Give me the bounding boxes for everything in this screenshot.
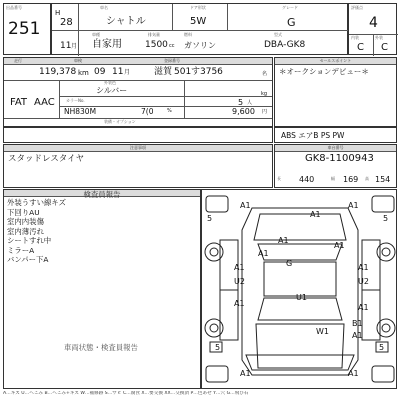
car-diagram bbox=[201, 189, 397, 389]
chassis-box: 車台番号 GK8-1100943 長 440 幅 169 高 154 bbox=[274, 144, 397, 188]
damage-mark: 5 bbox=[207, 214, 213, 223]
grade: G bbox=[287, 16, 296, 29]
lot-number-box bbox=[3, 3, 51, 55]
equipment-left-box bbox=[3, 127, 273, 143]
header-box: 車名 ドア形状 グレード H 28 シャトル 5W G 11 月 車種 自家用 排気量 1500 cc 燃料 ガソリン 型式 DBA-GK8 bbox=[51, 3, 348, 55]
equipment-items: ABS エアB PS PW bbox=[281, 131, 345, 140]
inspection-year: 09 bbox=[94, 67, 106, 77]
month-unit: 月 bbox=[71, 43, 78, 50]
footer-legend-text: A…キズ U…へこみ B…へこみ+キズ W…補修跡 S…サビ C…腐食 X…要交換 XX…交換済 P…色あせ Y…穴 G…飛び石 bbox=[3, 391, 249, 396]
special-notes-text: スタッドレスタイヤ bbox=[8, 154, 85, 164]
color-no-label: カラーNo. bbox=[66, 98, 85, 103]
inspection-unit: 月 bbox=[124, 69, 131, 76]
inspector-note: ミラーA bbox=[7, 245, 35, 255]
capacity-unit: 人 bbox=[247, 100, 253, 106]
chassis-number: GK8-1100943 bbox=[305, 153, 374, 164]
lot-number-label: 出品番号 bbox=[6, 5, 22, 10]
damage-mark: 5 bbox=[215, 343, 221, 352]
damage-mark: A1 bbox=[240, 369, 251, 378]
load-unit: kg bbox=[261, 91, 268, 97]
damage-mark: A1 bbox=[234, 299, 245, 308]
damage-mark: U1 bbox=[296, 293, 307, 302]
damage-mark: 5 bbox=[383, 214, 389, 223]
score: 4 bbox=[369, 15, 378, 31]
inspector-note: 室内内装傷 bbox=[7, 217, 44, 226]
inspection-month: 11 bbox=[112, 67, 124, 77]
special-notes-box: 注意事項 スタッドレスタイヤ bbox=[3, 144, 273, 188]
aircon: AAC bbox=[34, 97, 55, 108]
car-outline-icon bbox=[202, 190, 398, 390]
color-no: NH830M bbox=[64, 107, 97, 116]
damage-mark: A1 bbox=[310, 210, 321, 219]
seats-unit: 名 bbox=[262, 71, 268, 77]
cc-unit: cc bbox=[169, 43, 175, 49]
chassis-height: 154 bbox=[375, 175, 391, 184]
model-code: DBA-GK8 bbox=[264, 40, 306, 50]
selling-points-box: セールスポイント ＊オークションデビュー＊ bbox=[274, 57, 397, 127]
damage-mark: W1 bbox=[316, 327, 329, 336]
damage-mark: A1 bbox=[348, 369, 359, 378]
damage-mark: A1 bbox=[278, 236, 289, 245]
damage-mark: A1 bbox=[240, 201, 251, 210]
chassis-length: 440 bbox=[299, 175, 315, 184]
month: 11 bbox=[60, 41, 72, 51]
specs-table: 走行 車検 登録番号 119,378 km 09 11 月 滋賀 501 す 3756 名 外装色 シルバー kg FAT AAC 5 人 カラーNo. NH830M 7(0 % 9,600 円 装備・オプション bbox=[3, 57, 273, 127]
exterior-color: シルバー bbox=[96, 86, 128, 95]
inspector-note: 下回りAU bbox=[7, 207, 40, 217]
usage: 自家用 bbox=[92, 39, 122, 50]
interior-grade: C bbox=[357, 42, 364, 53]
displacement: 1500 bbox=[145, 40, 168, 50]
damage-mark: A1 bbox=[348, 201, 359, 210]
plate-region: 滋賀 bbox=[154, 67, 173, 77]
inspector-notes-box: 検査員報告 外装うすい線キズ 下回りAU 室内内装傷 室内薄汚れ シートすれ中 ミラーA バンパー下A 車両状態・検査員報告 bbox=[3, 189, 201, 389]
inspector-note: 外装うすい線キズ bbox=[7, 198, 66, 207]
damage-mark: A1 bbox=[234, 263, 245, 272]
model-name: シャトル bbox=[106, 16, 146, 27]
recycle-unit: 円 bbox=[262, 109, 268, 115]
equipment-box bbox=[274, 127, 397, 143]
plate-kana: す bbox=[191, 67, 201, 77]
capacity: 5 bbox=[238, 98, 244, 107]
inspector-note: シートすれ中 bbox=[7, 236, 52, 245]
chassis-width: 169 bbox=[343, 175, 359, 184]
plate-number: 3756 bbox=[200, 67, 223, 77]
damage-mark: B1 bbox=[352, 319, 363, 328]
exterior-grade: C bbox=[381, 42, 388, 53]
mileage: 119,378 bbox=[39, 67, 77, 77]
damage-mark: A1 bbox=[358, 263, 369, 272]
mileage-unit: km bbox=[78, 69, 89, 77]
plate-class: 501 bbox=[174, 67, 192, 77]
damage-mark: G bbox=[286, 259, 293, 268]
chassis-width-label: 幅 bbox=[331, 176, 335, 181]
door-type: 5W bbox=[190, 16, 207, 27]
chassis-height-label: 高 bbox=[365, 176, 369, 181]
model-era: H bbox=[55, 9, 61, 17]
damage-mark: U2 bbox=[234, 277, 245, 286]
fuel: ガソリン bbox=[184, 41, 216, 50]
damage-mark: A1 bbox=[258, 249, 269, 258]
damage-mark: U2 bbox=[358, 277, 369, 286]
exterior-color-label: 外装色 bbox=[104, 80, 116, 85]
chassis-length-label: 長 bbox=[277, 176, 281, 181]
model-year: 28 bbox=[60, 17, 73, 28]
inspector-note: 室内薄汚れ bbox=[7, 226, 44, 236]
damage-mark: A1 bbox=[334, 241, 345, 250]
damage-mark: 5 bbox=[379, 343, 385, 352]
interior-unit: % bbox=[167, 108, 172, 114]
score-box: 評価点 4 内装 外装 C C bbox=[348, 3, 397, 55]
interior-color-no: 7(0 bbox=[141, 107, 154, 116]
damage-mark: A1 bbox=[352, 331, 363, 340]
footer-legend bbox=[3, 391, 397, 399]
recycle-fee: 9,600 bbox=[232, 107, 255, 116]
inspector-notes-list bbox=[7, 198, 66, 265]
lot-number: 251 bbox=[8, 19, 41, 39]
selling-points-text: ＊オークションデビュー＊ bbox=[279, 67, 369, 76]
shift: FAT bbox=[10, 97, 28, 108]
damage-mark: A1 bbox=[358, 303, 369, 312]
inspector-note: バンパー下A bbox=[7, 255, 49, 264]
